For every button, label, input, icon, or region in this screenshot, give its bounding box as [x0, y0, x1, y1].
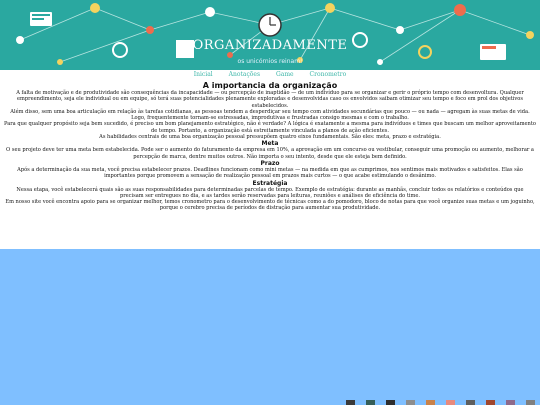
- nav-link-game[interactable]: Game: [275, 71, 294, 78]
- footer-swatch: [466, 400, 475, 405]
- footer-swatch: [526, 400, 535, 405]
- article-paragraph: A falta de motivação e de produtividade são consequências da incapacidade — ou percepção de inaptidão — de um indivíduo para se organizar e gerir o próprio tempo com desenvoltura. Qualquer empreendimento, seja ele individual ou em equipe, só terá suas potencialidades plenamente exploradas e desenvolvidas caso os envolvidos saibam otimizar seu tempo e foco em prol dos objetivos estabelecidos.: [16, 90, 524, 109]
- article-paragraph: As habilidades centrais de uma boa organização pessoal pressupõem quatro eixos fundamentais. São eles: meta, prazo e estratégia.: [99, 134, 441, 141]
- site-title: ORGANIZADAMENTE: [192, 38, 348, 53]
- footer-swatch: [506, 400, 515, 405]
- article-paragraph: Além disso, sem uma boa articulação em relação às tarefas cotidianas, as pessoas tendem a desperdiçar seu tempo com atividades secundárias que pouco — ou nada — agregam às suas metas de vida. Logo, frequentemente tornam-se estressadas, improdutivas e frustradas consigo mesmas e com o trabalho.: [10, 108, 530, 122]
- main-nav: [0, 70, 540, 79]
- section-heading-estrategia: Estratégia: [252, 179, 288, 187]
- footer-swatch: [366, 400, 375, 405]
- footer-swatch: [406, 400, 415, 405]
- article-paragraph: Após a determinação da sua meta, você precisa estabelecer prazos. Deadlines funcionam como mini metas — na medida em que as cumprimos, nos sentimos mais motivados e satisfeitos. Elas são importantes porque promovem a sensação de realização pessoal em prazos mais curtos — o que acabe estimulando o desânimo.: [17, 166, 523, 180]
- article: [0, 79, 540, 249]
- footer-swatch: [426, 400, 435, 405]
- header-banner: [0, 0, 540, 70]
- footer-swatches: [0, 396, 540, 405]
- article-paragraph: Nessa etapa, você estabelecerá quais são as suas responsabilidades para determinadas parcelas de tempo. Exemplo de estratégia: durante as manhãs, concluir todos os relatórios e conteúdos que precisam ser entregues no dia, e as tardes serão reservadas para leituras, reuniões e análises de eficiência do time.: [16, 186, 524, 199]
- footer-swatch: [486, 400, 495, 405]
- article-title: A importancia da organização: [202, 81, 338, 90]
- article-paragraph: Para que qualquer propósito seja bem sucedido, é preciso um bom planejamento estratégico, não é verdade? A lógica é exatamente a mesma para indivíduos e times que buscam um melhor aproveitamento de tempo. Portanto, a organização está estreitamente vinculada a planos de ação eficientes.: [4, 121, 536, 134]
- article-paragraph: O seu projeto deve ter uma meta bem estabelecida. Pode ser o aumento do faturamento da empresa em 10%, a aprovação em um concurso ou vestibular, conseguir uma promoção ou aumento, melhorar a percepção de marca, dentre muitos outros. Não importa o seu intento, desde que ele esteja bem definido.: [6, 147, 534, 160]
- nav-link-cronometro[interactable]: Cronometro: [309, 71, 347, 78]
- site-subtitle: os unicórnios reinam!: [237, 58, 303, 65]
- article-paragraph: Em nosso site você encontra apoio para se organizar melhor, temos cronometro para o desenvolvimento de técnicas como a do pomodoro, bloco de notas para que você organize suas metas e um joguinho, porque o cerebro precisa de períodos de distração para aumentar sua produtividade.: [5, 199, 535, 212]
- section-heading-prazo: Prazo: [260, 159, 280, 167]
- footer-swatch: [346, 400, 355, 405]
- nav-link-inicial[interactable]: Inicial: [193, 71, 213, 78]
- section-heading-meta: Meta: [261, 140, 279, 148]
- footer-swatch: [386, 400, 395, 405]
- footer-swatch: [446, 400, 455, 405]
- nav-link-anotacoes[interactable]: Anotações: [228, 71, 261, 78]
